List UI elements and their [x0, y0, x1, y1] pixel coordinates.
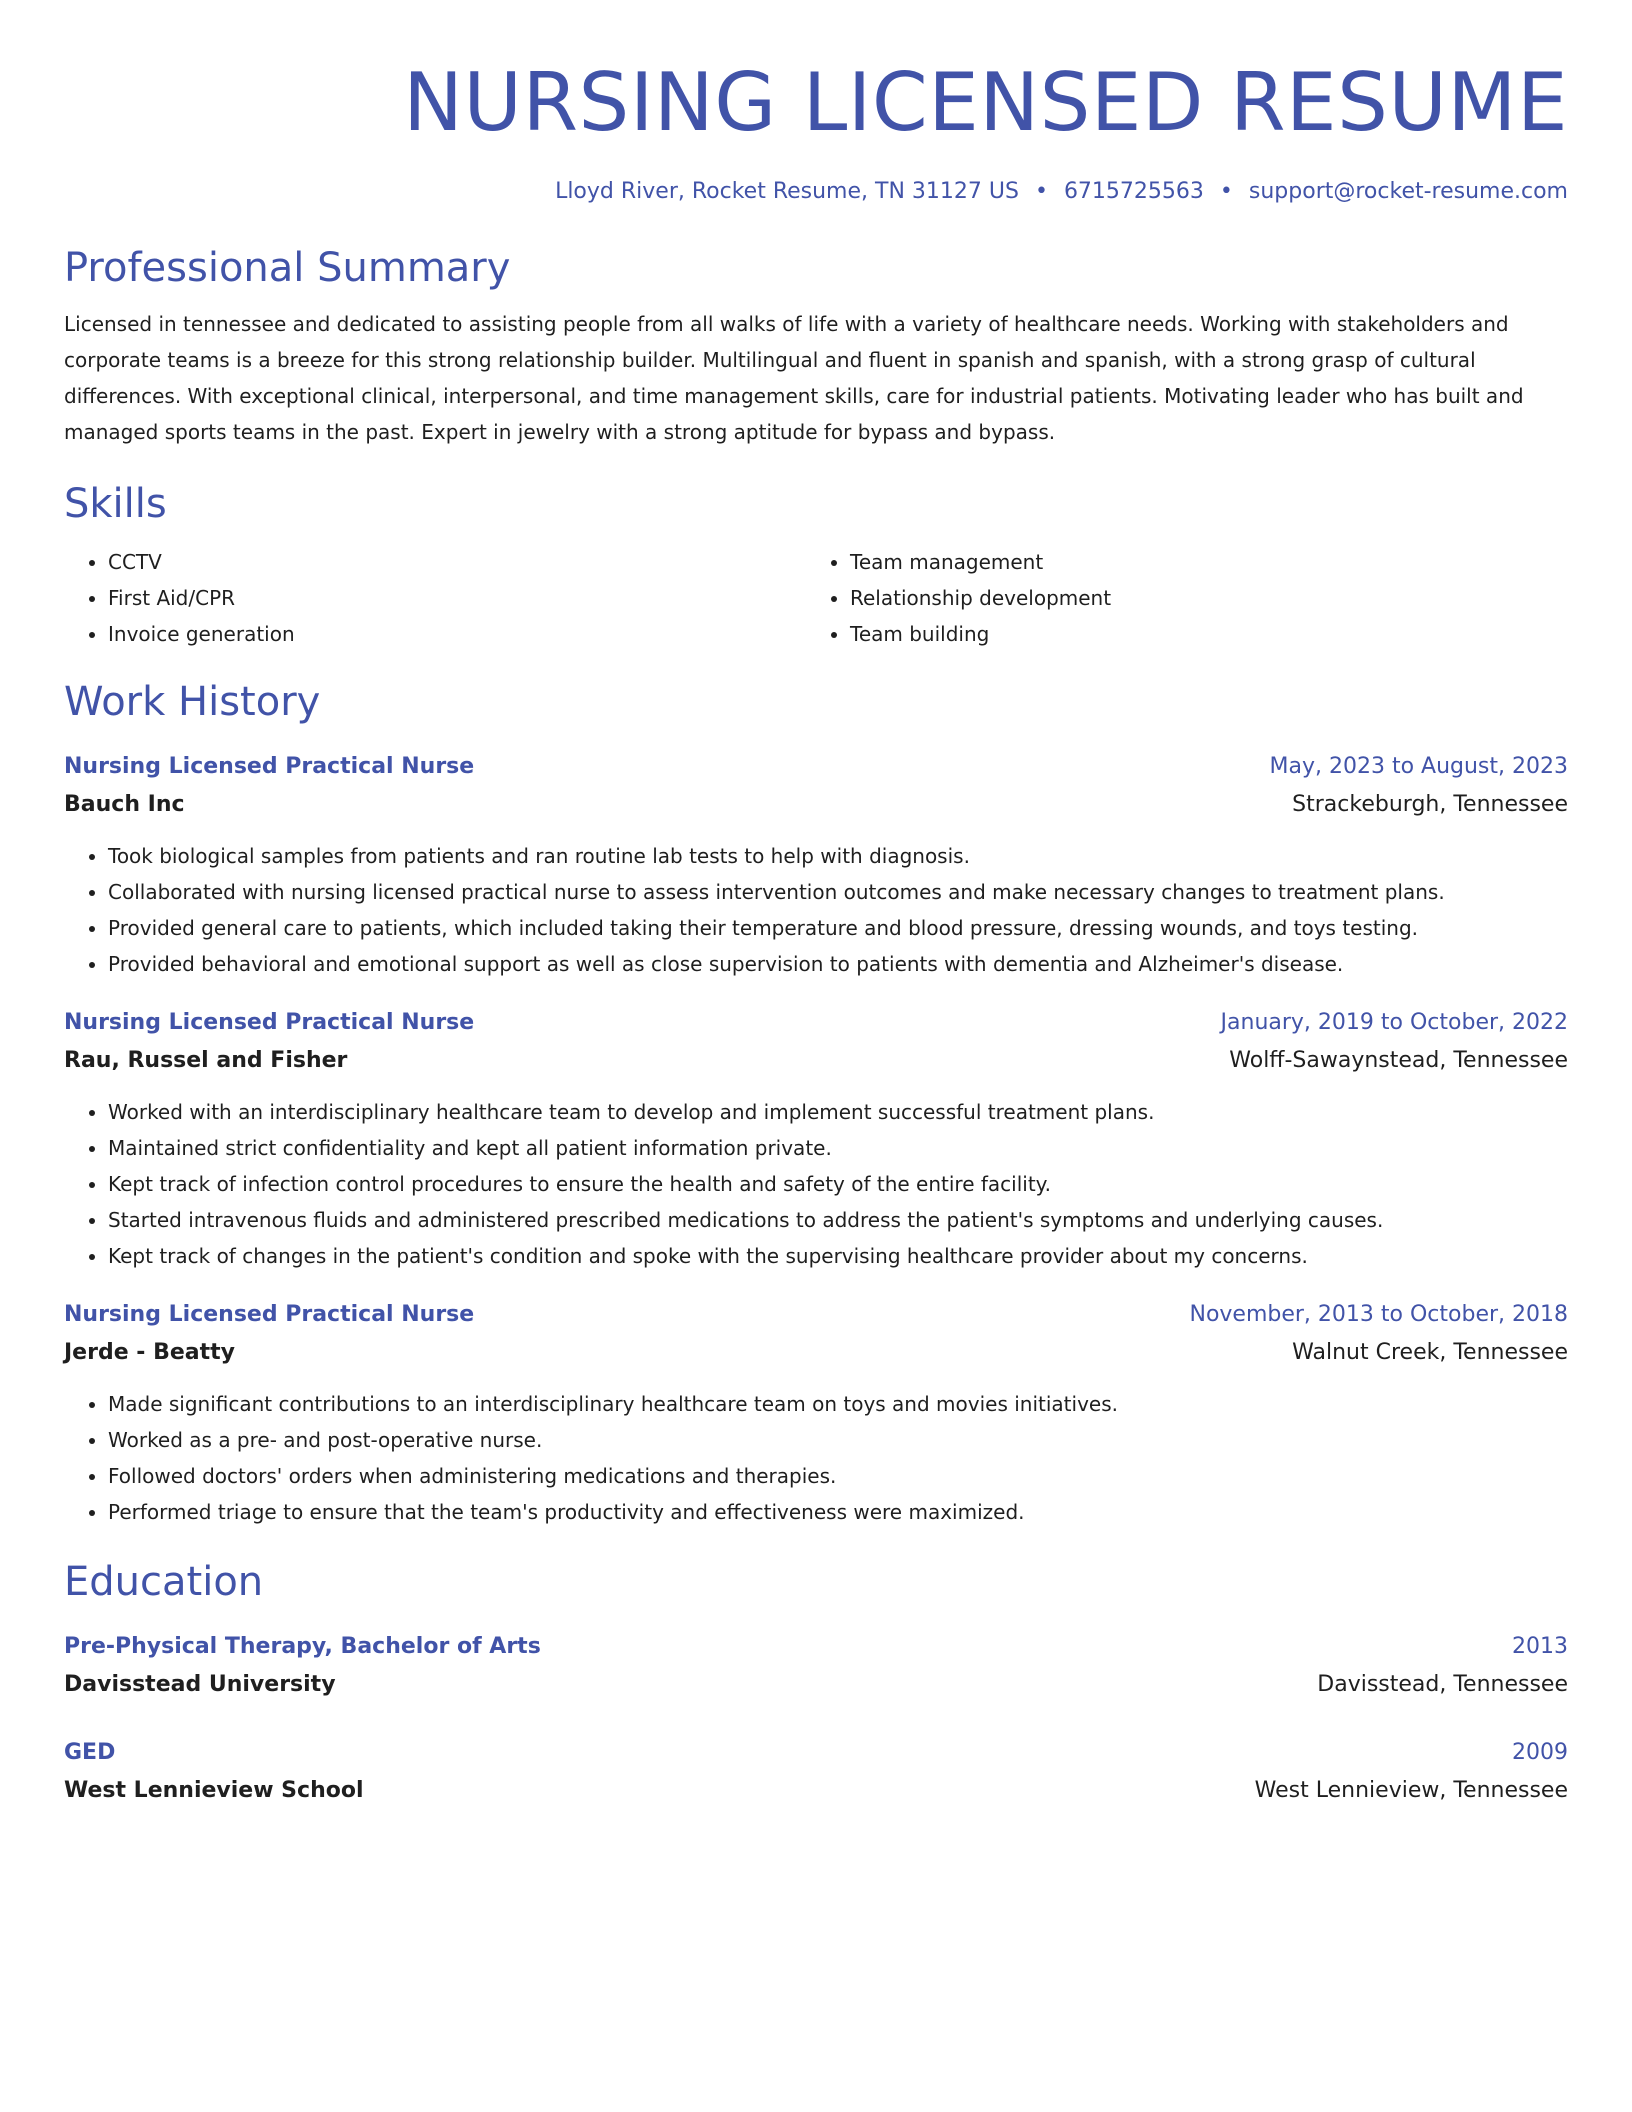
job-bullet: • Provided general care to patients, which included taking their temperature and blood pressure, dressing wounds, and toys testing. [108, 910, 1568, 946]
job-bullet: • Provided behavioral and emotional support as well as close supervision to patients with dementia and Alzheimer's disease. [108, 946, 1568, 982]
skill-item: • Relationship development [850, 580, 1548, 616]
education-school-row [64, 1772, 1568, 1810]
job-company: Rau, Russel and Fisher [64, 1048, 348, 1073]
job-bullet: • Kept track of infection control procedures to ensure the health and safety of the entire facility. [108, 1166, 1568, 1202]
job-bullet: • Worked with an interdisciplinary healthcare team to develop and implement successful treatment plans. [108, 1094, 1568, 1130]
job-bullet: • Took biological samples from patients and ran routine lab tests to help with diagnosis. [108, 838, 1568, 874]
contact-email[interactable]: support@rocket-resume.com [1248, 179, 1568, 204]
contact-address: Lloyd River, Rocket Resume, TN 31127 US [555, 179, 1019, 204]
skills-heading: Skills [64, 481, 167, 527]
job-location: Strackeburgh, Tennessee [1292, 792, 1568, 817]
education-heading: Education [64, 1559, 264, 1605]
education-school: West Lennieview School [64, 1778, 364, 1803]
contact-phone: 6715725563 [1063, 179, 1204, 204]
education-school-row [64, 1666, 1568, 1704]
job-header-row [64, 748, 1568, 786]
job-dates: November, 2013 to October, 2018 [1189, 1302, 1568, 1327]
job-location: Walnut Creek, Tennessee [1292, 1340, 1568, 1365]
education-entry [64, 1628, 1568, 1704]
contact-separator: • [1034, 179, 1048, 204]
skills-column-right [806, 544, 1548, 652]
skill-item: • First Aid/CPR [108, 580, 806, 616]
job-bullet: • Worked as a pre- and post-operative nurse. [108, 1422, 1568, 1458]
summary-heading: Professional Summary [64, 245, 511, 291]
job-company-row [64, 786, 1568, 824]
summary-text: Licensed in tennessee and dedicated to assisting people from all walks of life with a variety of healthcare needs. Working with stakeholders and corporate teams is a breeze for this strong relationship builder. Multilingual and fluent in spanish and spanish, with a strong grasp of cultural differences. With exceptional clinical, interpersonal, and time management skills, care for industrial patients. Motivating leader who has built and managed sports teams in the past. Expert in jewelry with a strong aptitude for bypass and bypass. [64, 312, 1524, 444]
skill-item: • Team management [850, 544, 1548, 580]
job-entry [64, 1296, 1568, 1530]
contact-line [64, 176, 1568, 208]
education-year: 2013 [1512, 1634, 1568, 1659]
job-header-row [64, 1004, 1568, 1042]
job-dates: January, 2019 to October, 2022 [1220, 1010, 1568, 1035]
education-degree: GED [64, 1740, 116, 1765]
job-bullets [64, 1094, 1568, 1274]
job-location: Wolff-Sawaynstead, Tennessee [1229, 1048, 1568, 1073]
job-bullet: • Kept track of changes in the patient's condition and spoke with the supervising healthcare provider about my concerns. [108, 1238, 1568, 1274]
education-header-row [64, 1734, 1568, 1772]
skill-item: • Team building [850, 616, 1548, 652]
job-role: Nursing Licensed Practical Nurse [64, 754, 475, 779]
job-header-row [64, 1296, 1568, 1334]
education-school: Davisstead University [64, 1672, 336, 1697]
skill-item: • CCTV [108, 544, 806, 580]
job-bullet: • Started intravenous fluids and administered prescribed medications to address the patient's symptoms and underlying causes. [108, 1202, 1568, 1238]
contact-separator: • [1219, 179, 1233, 204]
job-dates: May, 2023 to August, 2023 [1269, 754, 1568, 779]
education-location: West Lennieview, Tennessee [1254, 1778, 1568, 1803]
job-entry [64, 748, 1568, 982]
job-company-row [64, 1042, 1568, 1080]
job-bullet: • Performed triage to ensure that the team's productivity and effectiveness were maximized. [108, 1494, 1568, 1530]
education-header-row [64, 1628, 1568, 1666]
skills-grid [64, 544, 1568, 652]
education-degree: Pre-Physical Therapy, Bachelor of Arts [64, 1634, 541, 1659]
job-bullet: • Followed doctors' orders when administering medications and therapies. [108, 1458, 1568, 1494]
job-company-row [64, 1334, 1568, 1372]
job-entry [64, 1004, 1568, 1274]
education-location: Davisstead, Tennessee [1317, 1672, 1568, 1697]
education-year: 2009 [1512, 1740, 1568, 1765]
resume-title: NURSING LICENSED RESUME [403, 56, 1568, 149]
job-company: Jerde - Beatty [64, 1340, 235, 1365]
education-entry [64, 1734, 1568, 1810]
job-bullet: • Maintained strict confidentiality and kept all patient information private. [108, 1130, 1568, 1166]
skill-item: • Invoice generation [108, 616, 806, 652]
job-role: Nursing Licensed Practical Nurse [64, 1010, 475, 1035]
job-bullets [64, 838, 1568, 982]
skills-column-left [64, 544, 806, 652]
job-company: Bauch Inc [64, 792, 185, 817]
job-bullet: • Collaborated with nursing licensed practical nurse to assess intervention outcomes and make necessary changes to treatment plans. [108, 874, 1568, 910]
work-history-heading: Work History [64, 679, 321, 725]
job-bullet: • Made significant contributions to an interdisciplinary healthcare team on toys and movies initiatives. [108, 1386, 1568, 1422]
job-bullets [64, 1386, 1568, 1530]
job-role: Nursing Licensed Practical Nurse [64, 1302, 475, 1327]
